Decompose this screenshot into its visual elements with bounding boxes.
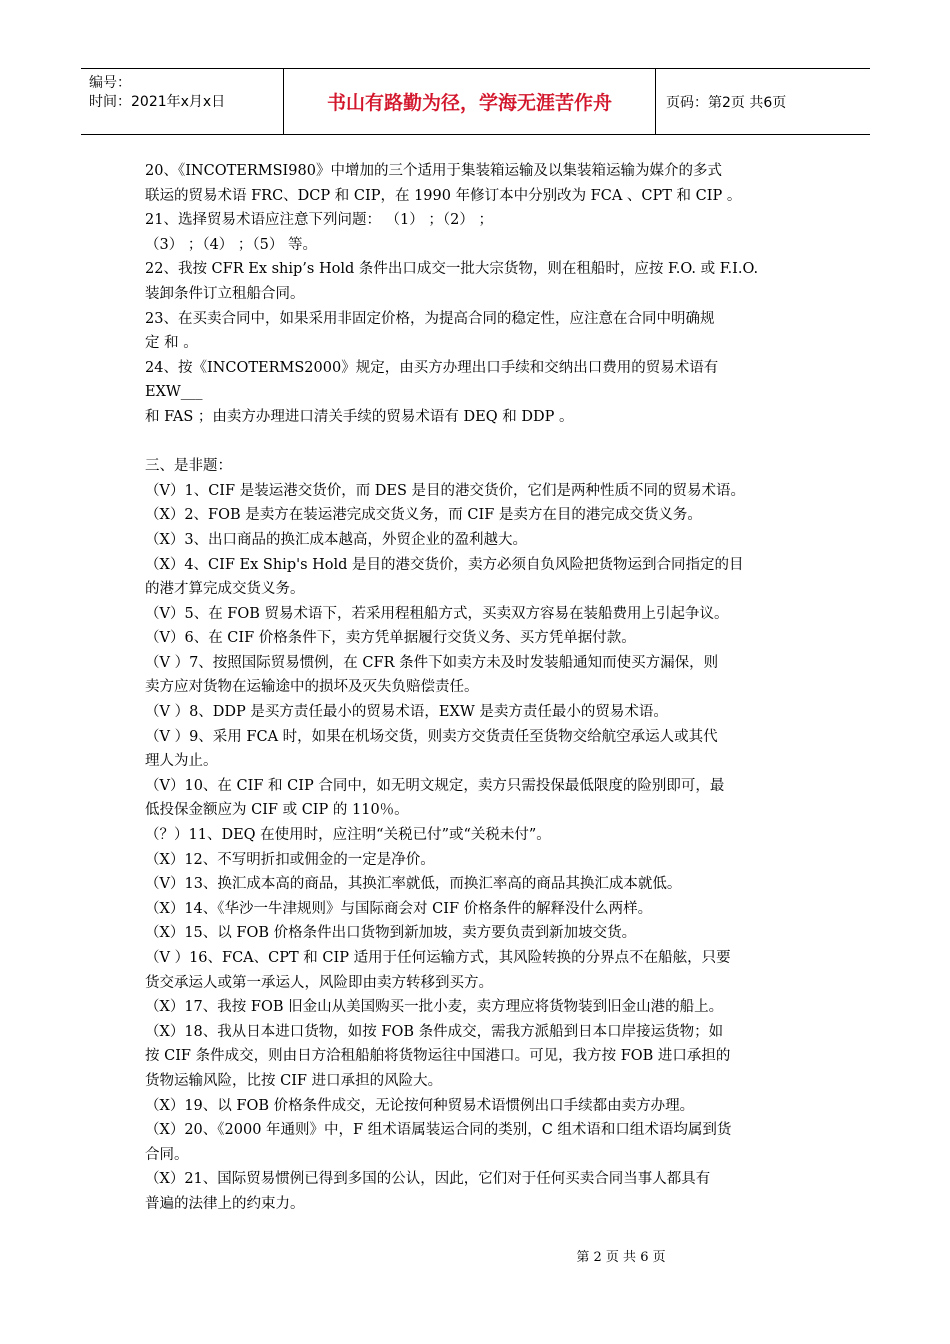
text-line: （？）11、DEQ 在使用时，应注明“关税已付”或“关税未付”。 xyxy=(145,827,551,844)
text-line: （X）20、《2000 年通则》中，F 组术语属装运合同的类别，C 组术语和口组术语均属到货 xyxy=(145,1122,732,1139)
text-line: （X）3、出口商品的换汇成本越高，外贸企业的盈利越大。 xyxy=(145,531,528,548)
blank-line xyxy=(145,430,810,455)
text-line: 合同。 xyxy=(145,1146,189,1163)
text-line: 22、我按 CFR Ex ship’s Hold 条件出口成交一批大宗货物，则在租船时，应按 F.O. 或 F.I.O. xyxy=(145,261,759,278)
text-line: （X）15、以 FOB 价格条件出口货物到新加坡，卖方要负责到新加坡交货。 xyxy=(145,925,637,942)
document-body xyxy=(145,159,810,1217)
text-line: （X）2、FOB 是卖方在装运港完成交货义务，而 CIF 是卖方在目的港完成交货义务。 xyxy=(145,507,702,524)
text-line: 理人为止。 xyxy=(145,753,218,770)
header-left-cell xyxy=(81,69,284,134)
text-line: （V）5、在 FOB 贸易术语下，若采用程租船方式，买卖双方容易在装船费用上引起争议。 xyxy=(145,605,729,622)
text-line: 卖方应对货物在运输途中的损坏及灭失负赔偿责任。 xyxy=(145,679,479,696)
footer-page-number: 第 2 页 共 6 页 xyxy=(576,1250,666,1265)
text-line: （3） ；（4） ；（5） 等。 xyxy=(145,236,318,253)
text-line: （V）10、在 CIF 和 CIP 合同中，如无明文规定，卖方只需投保最低限度的险别即可，最 xyxy=(145,777,725,794)
text-line: （V ）7、按照国际贸易惯例，在 CFR 条件下如卖方未及时发装船通知而使买方漏保，则 xyxy=(145,654,719,671)
text-line: （X）17、我按 FOB 旧金山从美国购买一批小麦，卖方理应将货物装到旧金山港的船上。 xyxy=(145,999,724,1016)
text-line: （V）1、CIF 是装运港交货价，而 DES 是目的港交货价，它们是两种性质不同的贸易术语。 xyxy=(145,482,746,499)
text-line: 24、按《INCOTERMS2000》规定，由买方办理出口手续和交纳出口费用的贸易术语有 xyxy=(145,359,719,376)
text-line: 20、《INCOTERMSI980》中增加的三个适用于集装箱运输及以集装箱运输为媒介的多式 xyxy=(145,163,722,179)
document-time-label: 时间：2021年x月x日 xyxy=(89,94,226,110)
text-line: （V ）8、DDP 是买方责任最小的贸易术语，EXW 是卖方责任最小的贸易术语。 xyxy=(145,704,668,721)
text-line: 低投保金额应为 CIF 或 CIP 的 110％。 xyxy=(145,802,409,819)
text-line: 按 CIF 条件成交，则由日方洽租船舶将货物运往中国港口。可见，我方按 FOB 进口承担的 xyxy=(145,1048,731,1065)
text-line: （X）19、以 FOB 价格条件成交，无论按何种贸易术语惯例出口手续都由卖方办理。 xyxy=(145,1097,695,1114)
text-line: （X）21、国际贸易惯例已得到多国的公认，因此，它们对于任何买卖合同当事人都具有 xyxy=(145,1171,711,1188)
text-line: （X）4、CIF Ex Ship's Hold 是目的港交货价，卖方必须自负风险把货物运到合同指定的目 xyxy=(145,556,744,573)
text-line: （X）18、我从日本进口货物，如按 FOB 条件成交，需我方派船到日本口岸接运货物；如 xyxy=(145,1023,724,1040)
text-line: 21、选择贸易术语应注意下列问题： （1） ；（2） ； xyxy=(145,212,493,229)
text-line: （V）13、换汇成本高的商品，其换汇率就低，而换汇率高的商品其换汇成本就低。 xyxy=(145,876,682,893)
text-line: 货物运输风险，比按 CIF 进口承担的风险大。 xyxy=(145,1072,443,1089)
text-line: 23、在买卖合同中，如果采用非固定价格，为提高合同的稳定性，应注意在合同中明确规 xyxy=(145,310,715,327)
header-page-code: 页码：第2页 共6页 xyxy=(666,94,787,111)
document-number-label: 编号： xyxy=(89,75,131,91)
text-line: （X）14、《华沙一牛津规则》与国际商会对 CIF 价格条件的解释没什么两样。 xyxy=(145,900,653,917)
text-line: （V ）9、采用 FCA 时，如果在机场交货，则卖方交货责任至货物交给航空承运人或其代 xyxy=(145,728,718,745)
section-heading: 三、是非题： xyxy=(145,458,232,475)
text-line: （V ）16、FCA、CPT 和 CIP 适用于任何运输方式，其风险转换的分界点不在船舷，只要 xyxy=(145,950,731,966)
page-footer xyxy=(0,1246,950,1265)
text-line: 普遍的法律上的约束力。 xyxy=(145,1195,305,1212)
text-line: 装卸条件订立租船合同。 xyxy=(145,285,305,302)
text-line: 的港才算完成交货义务。 xyxy=(145,581,305,598)
text-line: 联运的贸易术语 FRC、DCP 和 CIP，在 1990 年修订本中分别改为 FCA 、CPT 和 CIP 。 xyxy=(145,187,742,204)
text-line: EXW___ xyxy=(145,384,203,401)
text-line: 定 和 。 xyxy=(145,335,198,352)
text-line: 货交承运人或第一承运人，风险即由卖方转移到买方。 xyxy=(145,974,493,991)
text-line: 和 FAS ；由卖方办理进口清关手续的贸易术语有 DEQ 和 DDP 。 xyxy=(145,408,574,425)
text-line: （V）6、在 CIF 价格条件下，卖方凭单据履行交货义务、买方凭单据付款。 xyxy=(145,630,636,647)
header-motto: 书山有路勤为径，学海无涯苦作舟 xyxy=(284,69,656,134)
page-header xyxy=(81,68,870,135)
text-line: （X）12、不写明折扣或佣金的一定是净价。 xyxy=(145,851,435,868)
